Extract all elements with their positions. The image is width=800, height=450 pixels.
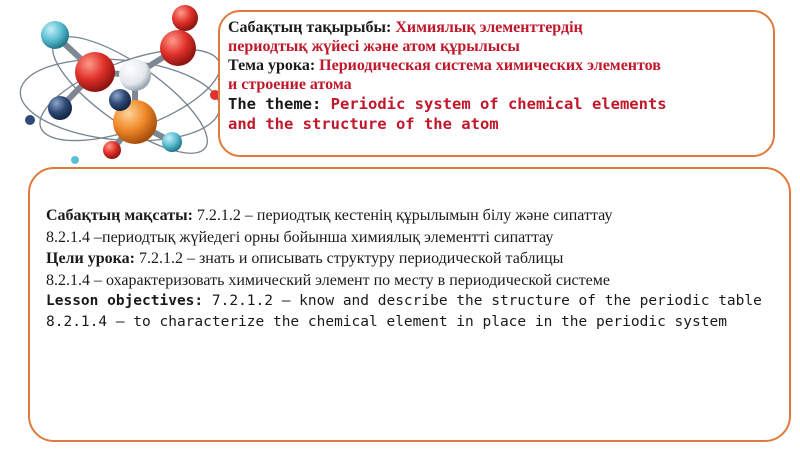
atom-molecule-illustration	[0, 0, 235, 185]
theme-ru-label: Тема урока:	[228, 57, 316, 74]
objective-en-text-1: 7.2.1.2 – know and describe the structure of the periodic table	[211, 293, 762, 309]
objective-en-text-2: 8.2.1.4 – to characterize the chemical element in place in the periodic system	[46, 314, 727, 330]
theme-en-line-1	[228, 94, 763, 114]
objective-kz-line-1	[46, 205, 775, 227]
objective-en-line-1	[46, 291, 775, 312]
theme-ru-line-1	[228, 56, 763, 75]
theme-ru-line-2	[228, 75, 763, 94]
objective-ru-text-1: 7.2.1.2 – знать и описывать структуру периодической таблицы	[138, 250, 564, 267]
objective-en-line-2	[46, 312, 775, 333]
theme-en-line-2	[228, 114, 763, 134]
objective-kz-label: Сабақтың мақсаты:	[46, 207, 193, 224]
theme-en-label: The theme:	[228, 95, 322, 113]
theme-kz-line-1	[228, 18, 763, 37]
theme-kz-value: Химиялық элементтердің	[395, 19, 583, 36]
theme-kz-value-cont: периодтық жүйесі және атом құрылысы	[228, 38, 520, 55]
theme-en-value-cont: and the structure of the atom	[228, 115, 499, 133]
theme-ru-value-cont: и строение атома	[228, 76, 352, 93]
theme-kz-line-2	[228, 37, 763, 56]
objective-kz-text-2: 8.2.1.4 –периодтық жүйедегі орны бойынша химиялық элементті сипаттау	[46, 228, 554, 246]
objective-ru-label: Цели урока:	[46, 250, 135, 267]
lesson-theme-box	[218, 10, 775, 157]
objective-kz-line-2	[46, 227, 775, 249]
theme-ru-value: Периодическая система химических элементов	[319, 57, 661, 74]
theme-kz-label: Сабақтың тақырыбы:	[228, 19, 392, 36]
objective-ru-line-1	[46, 248, 775, 270]
theme-en-value: Periodic system of chemical elements	[330, 95, 667, 113]
objective-ru-text-2: 8.2.1.4 – охарактеризовать химический элемент по месту в периодической системе	[46, 271, 610, 289]
objective-ru-line-2	[46, 270, 775, 292]
objective-en-label: Lesson objectives:	[46, 293, 204, 309]
lesson-objectives-box	[28, 167, 791, 442]
objective-kz-text-1: 7.2.1.2 – периодтық кестенің құрылымын білу және сипаттау	[196, 207, 613, 224]
